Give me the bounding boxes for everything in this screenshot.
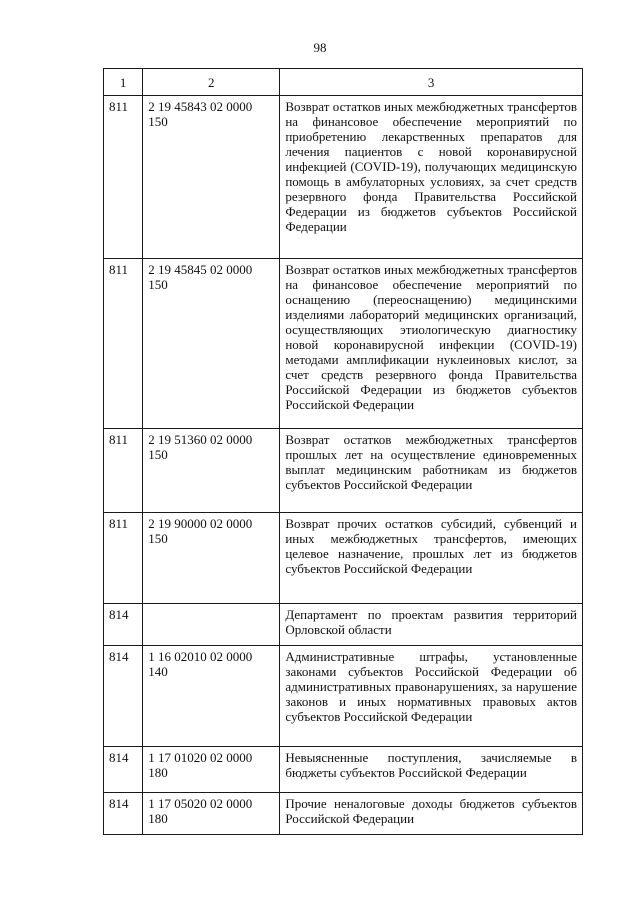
budget-code-cell xyxy=(143,604,280,646)
table-row xyxy=(104,96,583,259)
budget-code-cell: 2 19 90000 02 0000 150 xyxy=(143,513,280,604)
table-row xyxy=(104,429,583,513)
header-cell-2: 2 xyxy=(143,69,280,96)
table-row xyxy=(104,604,583,646)
budget-classification-table xyxy=(103,68,583,835)
description-cell: Возврат остатков иных межбюджетных трансфертов на финансовое обеспечение мероприятий по оснащению (переоснащению) медицинскими изделиями лабораторий медицинских организаций, осуществляющих этиологическую диагностику новой коронавирусной инфекции (COVID-19) методами амплификации нуклеиновых кислот, за счет средств резервного фонда Правительства Российской Федерации из бюджетов субъектов Российской Федерации xyxy=(280,259,583,429)
admin-code-cell: 811 xyxy=(104,429,143,513)
description-cell: Возврат остатков иных межбюджетных трансфертов на финансовое обеспечение мероприятий по приобретению лекарственных препаратов для лечения пациентов с новой коронавирусной инфекцией (COVID-19), получающих медицинскую помощь в амбулаторных условиях, за счет средств резервного фонда Правительства Российской Федерации из бюджетов субъектов Российской Федерации xyxy=(280,96,583,259)
budget-code-cell: 1 17 05020 02 0000 180 xyxy=(143,793,280,835)
table-row xyxy=(104,513,583,604)
budget-code-cell: 2 19 51360 02 0000 150 xyxy=(143,429,280,513)
description-cell: Невыясненные поступления, зачисляемые в бюджеты субъектов Российской Федерации xyxy=(280,747,583,793)
admin-code-cell: 814 xyxy=(104,646,143,747)
description-cell: Департамент по проектам развития территорий Орловской области xyxy=(280,604,583,646)
admin-code-cell: 811 xyxy=(104,259,143,429)
table-row xyxy=(104,646,583,747)
budget-code-cell: 1 16 02010 02 0000 140 xyxy=(143,646,280,747)
budget-code-cell: 1 17 01020 02 0000 180 xyxy=(143,747,280,793)
page-number: 98 xyxy=(313,40,327,55)
header-cell-1: 1 xyxy=(104,69,143,96)
admin-code-cell: 814 xyxy=(104,747,143,793)
table-header-row xyxy=(104,69,583,96)
table-row xyxy=(104,259,583,429)
description-cell: Возврат прочих остатков субсидий, субвенций и иных межбюджетных трансфертов, имеющих целевое назначение, прошлых лет из бюджетов субъектов Российской Федерации xyxy=(280,513,583,604)
header-cell-3: 3 xyxy=(280,69,583,96)
admin-code-cell: 814 xyxy=(104,604,143,646)
admin-code-cell: 814 xyxy=(104,793,143,835)
table-row xyxy=(104,747,583,793)
budget-code-cell: 2 19 45843 02 0000 150 xyxy=(143,96,280,259)
description-cell: Возврат остатков межбюджетных трансфертов прошлых лет на осуществление единовременных выплат медицинским работникам из бюджетов субъектов Российской Федерации xyxy=(280,429,583,513)
budget-code-cell: 2 19 45845 02 0000 150 xyxy=(143,259,280,429)
description-cell: Прочие неналоговые доходы бюджетов субъектов Российской Федерации xyxy=(280,793,583,835)
admin-code-cell: 811 xyxy=(104,96,143,259)
description-cell: Административные штрафы, установленные законами субъектов Российской Федерации об административных правонарушениях, за нарушение законов и иных нормативных правовых актов субъектов Российской Федерации xyxy=(280,646,583,747)
admin-code-cell: 811 xyxy=(104,513,143,604)
table-row xyxy=(104,793,583,835)
